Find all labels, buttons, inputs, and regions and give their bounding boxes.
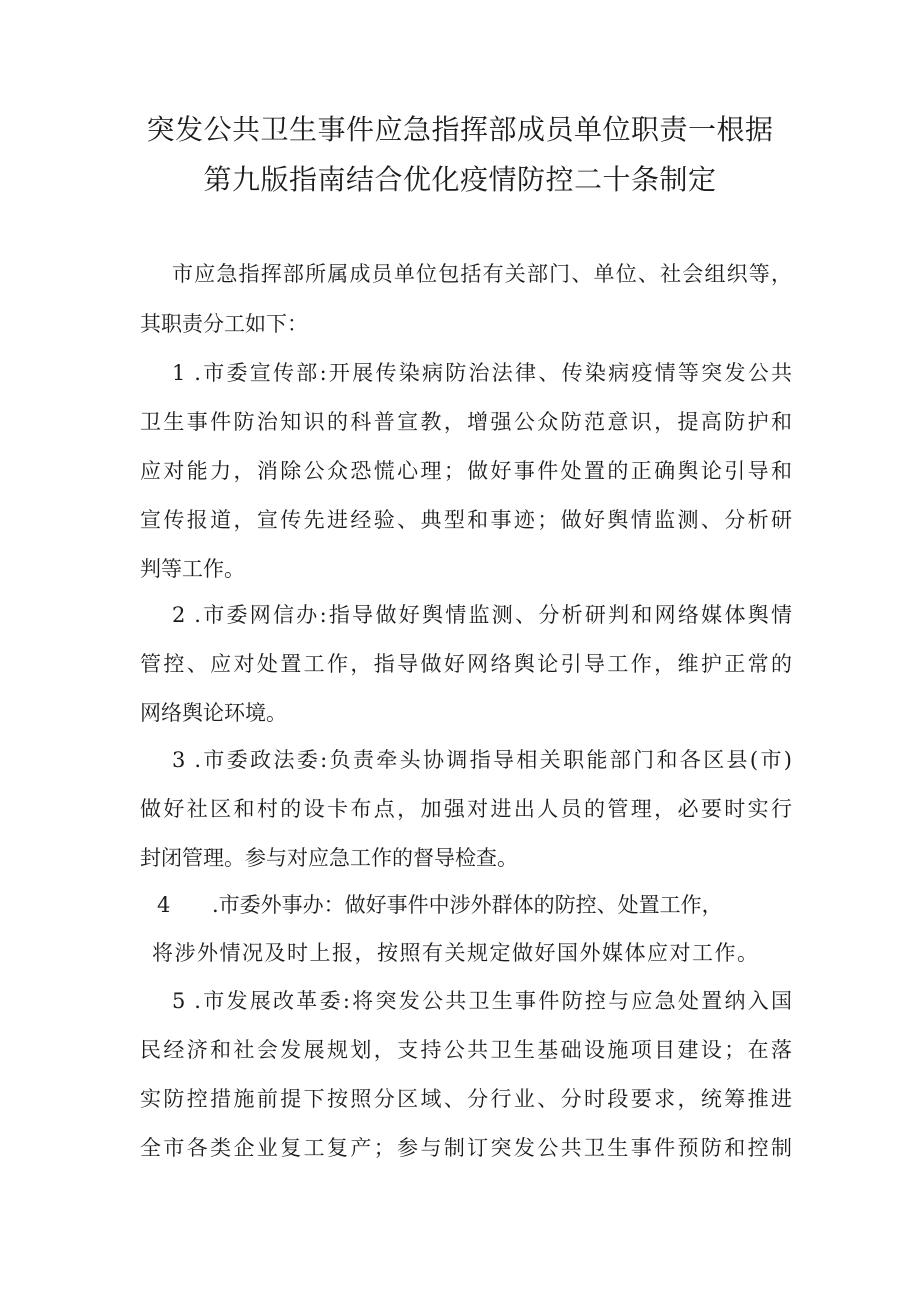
item-1-line-4: 宣传报道，宣传先进经验、典型和事迹；做好舆情监测、分析研 [140,508,792,532]
intro-paragraph-line-2: 其职责分工如下： [140,312,308,336]
intro-paragraph-line-1: 市应急指挥部所属成员单位包括有关部门、单位、社会组织等， [172,262,792,286]
document-title-line-1: 突发公共卫生事件应急指挥部成员单位职责一根据 [146,113,774,146]
item-5-line-4: 全市各类企业复工复产；参与制订突发公共卫生事件预防和控制 [140,1136,792,1160]
item-2-line-3: 网络舆论环境。 [140,701,287,725]
item-3-line-2: 做好社区和村的设卡布点，加强对进出人员的管理，必要时实行 [140,797,792,821]
item-3-line-3: 封闭管理。参与对应急工作的督导检查。 [140,846,518,870]
item-1-line-3: 应对能力，消除公众恐慌心理；做好事件处置的正确舆论引导和 [140,459,792,483]
item-1-line-1: 1 .市委宣传部:开展传染病防治法律、传染病疫情等突发公共 [172,361,792,385]
item-4-line-2: 将涉外情况及时上报，按照有关规定做好国外媒体应对工作。 [152,941,760,965]
item-5-line-3: 实防控措施前提下按照分区域、分行业、分时段要求，统筹推进 [140,1087,792,1111]
item-4-number: 4 [157,893,171,917]
item-1-line-2: 卫生事件防治知识的科普宣教，增强公众防范意识，提高防护和 [140,410,792,434]
item-2-line-2: 管控、应对处置工作，指导做好网络舆论引导工作，维护正常的 [140,652,792,676]
document-title-line-2: 第九版指南结合优化疫情防控二十条制定 [203,163,717,196]
item-3-line-1: 3 .市委政法委:负责牵头协调指导相关职能部门和各区县(市) [172,748,792,772]
item-2-line-1: 2 .市委网信办:指导做好舆情监测、分析研判和网络媒体舆情 [172,603,792,627]
item-4-line-1: .市委外事办：做好事件中涉外群体的防控、处置工作， [212,893,723,917]
item-1-line-5: 判等工作。 [140,557,245,581]
item-5-line-1: 5 .市发展改革委:将突发公共卫生事件防控与应急处置纳入国 [172,989,792,1013]
item-5-line-2: 民经济和社会发展规划，支持公共卫生基础设施项目建设；在落 [140,1038,792,1062]
